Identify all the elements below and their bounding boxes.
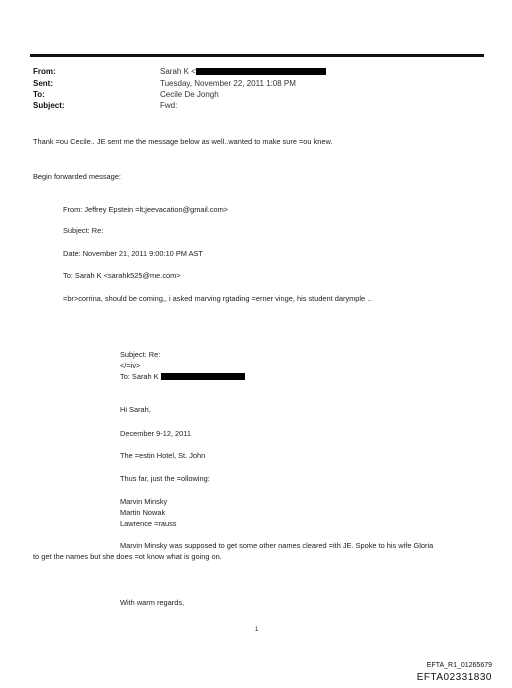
thus-far-text: Thus far, just the =ollowing: — [120, 474, 210, 483]
name-list-item: Marvin Minsky — [120, 497, 168, 506]
nested-subject: Subject: Re: — [120, 350, 161, 359]
forwarded-from: From: Jeffrey Epstein =lt;jeevacation@gmail.com> — [63, 205, 229, 214]
name-list-item: Lawrence =rauss — [120, 519, 177, 528]
from-label: From: — [33, 67, 56, 76]
header-rule — [30, 54, 484, 57]
intro-text: Thank =ou Cecile.. JE sent me the message below as well..wanted to make sure =ou knew. — [33, 137, 333, 146]
sent-value: Tuesday, November 22, 2011 1:08 PM — [160, 79, 296, 88]
closing-text: With warm regards, — [120, 598, 185, 607]
forwarded-subject: Subject: Re: — [63, 226, 104, 235]
to-value: Cecile De Jongh — [160, 90, 219, 99]
from-value — [160, 67, 326, 77]
from-name: Sarah K < — [160, 67, 196, 76]
subject-label: Subject: — [33, 101, 65, 110]
page-number: 1 — [255, 627, 259, 633]
to-label: To: — [33, 90, 45, 99]
name-list-item: Martin Nowak — [120, 508, 166, 517]
redaction-bar — [161, 373, 245, 380]
paragraph-line-2: to get the names but she does =ot know what is going on. — [33, 552, 222, 561]
forwarded-to: To: Sarah K <sarahk525@me.com> — [63, 271, 181, 280]
event-dates: December 9-12, 2011 — [120, 429, 191, 438]
paragraph-line-1: Marvin Minsky was supposed to get some other names cleared =ith JE. Spoke to his wife Gloria — [120, 541, 434, 550]
begin-forwarded-text: Begin forwarded message: — [33, 172, 121, 181]
bates-id-1: EFTA_R1_01265679 — [426, 662, 492, 669]
sent-label: Sent: — [33, 79, 53, 88]
nested-to-row — [120, 372, 245, 381]
redaction-bar — [196, 68, 326, 75]
forwarded-date: Date: November 21, 2011 9:00:10 PM AST — [63, 249, 203, 258]
nested-to: To: Sarah K — [120, 372, 159, 381]
forwarded-message: =br>corrina, should be coming,, i asked marving rgtading =erner vinge, his student darymple .. — [63, 294, 372, 303]
bates-id-2: EFTA02331830 — [416, 672, 492, 683]
subject-value: Fwd: — [160, 101, 178, 110]
nested-div-tag: </=iv> — [120, 361, 141, 370]
greeting: Hi Sarah, — [120, 405, 151, 414]
event-hotel: The =estin Hotel, St. John — [120, 451, 206, 460]
